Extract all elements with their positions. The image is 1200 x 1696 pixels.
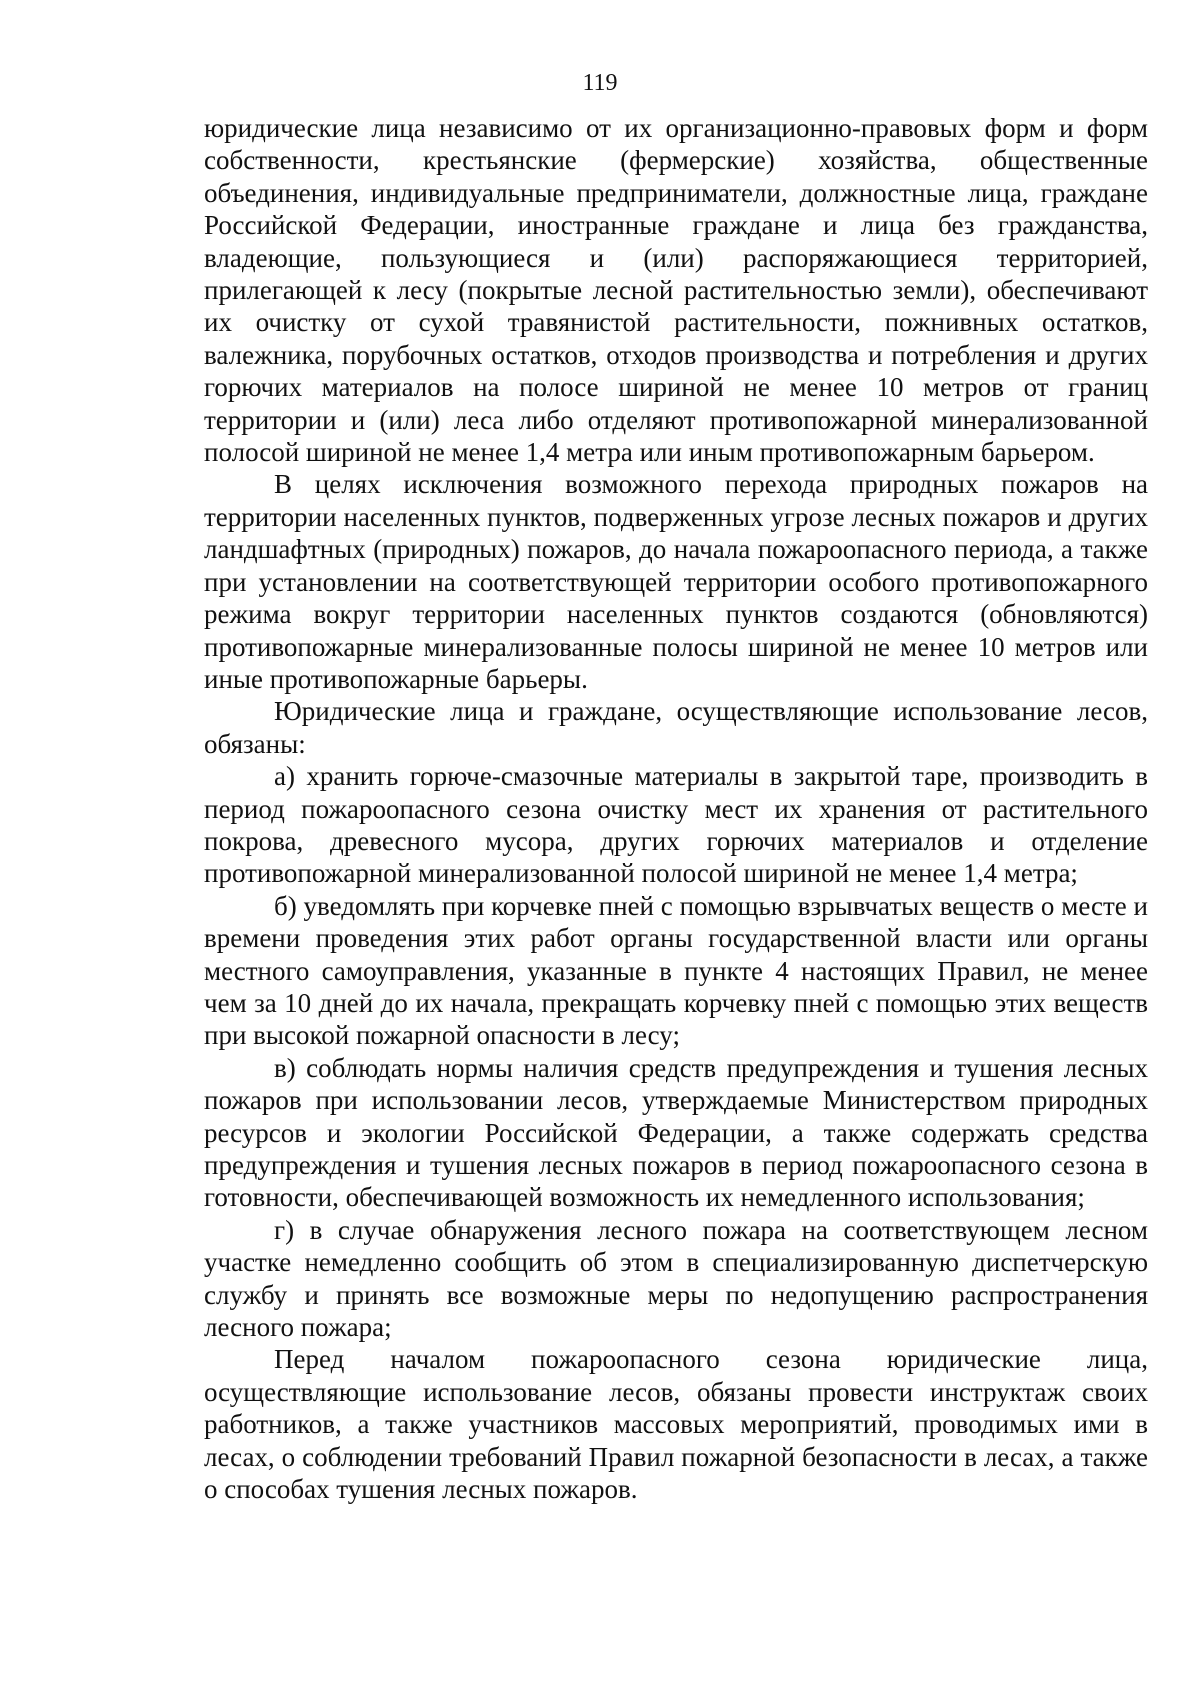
page-number: 119 <box>582 70 618 96</box>
list-item-b: б) уведомлять при корчевке пней с помощью взрывчатых веществ о месте и времени проведения этих работ органы государственной власти или органы местного самоуправления, указанные в пункте 4 настоящих Правил, не менее чем за 10 дней до их начала, прекращать корчевку пней с помощью этих веществ при высокой пожарной опасности в лесу; <box>204 890 1148 1051</box>
list-item-v: в) соблюдать нормы наличия средств предупреждения и тушения лесных пожаров при использовании лесов, утверждаемые Министерством природных ресурсов и экологии Российской Федерации, а также содержать средства предупреждения и тушения лесных пожаров в период пожароопасного сезона в готовности, обеспечивающей возможность их немедленного использования; <box>204 1052 1148 1213</box>
list-item-a: а) хранить горюче-смазочные материалы в закрытой таре, производить в период пожароопасного сезона очистку мест их хранения от растительного покрова, древесного мусора, других горючих материалов и отделение противопожарной минерализованной полосой шириной не менее 1,4 метра; <box>204 761 1148 889</box>
paragraph-forest-users-obliged: Юридические лица и граждане, осуществляющие использование лесов, обязаны: <box>204 696 1148 759</box>
list-item-g: г) в случае обнаружения лесного пожара на соответствующем лесном участке немедленно сообщить об этом в специализированную диспетчерскую службу и принять все возможные меры по недопущению распространения лесного пожара; <box>204 1214 1148 1343</box>
paragraph-firebreak-strips: В целях исключения возможного перехода природных пожаров на территории населенных пунктов, подверженных угрозе лесных пожаров и других ландшафтных (природных) пожаров, до начала пожароопасного периода, а также при установлении на соответствующей территории особого противопожарного режима вокруг территории населенных пунктов создаются (обновляются) противопожарные минерализованные полосы шириной не менее 10 метров или иные противопожарные барьеры. <box>204 469 1148 694</box>
paragraph-briefing: Перед началом пожароопасного сезона юридические лица, осуществляющие использование лесов, обязаны провести инструктаж своих работников, а также участников массовых мероприятий, проводимых ими в лесах, о соблюдении требований Правил пожарной безопасности в лесах, а также о способах тушения лесных пожаров. <box>204 1344 1148 1505</box>
document-body <box>204 112 1148 1505</box>
paragraph-landowner-obligations: юридические лица независимо от их организационно-правовых форм и форм собственности, крестьянские (фермерские) хозяйства, общественные объединения, индивидуальные предприниматели, должностные лица, граждане Российской Федерации, иностранные граждане и лица без гражданства, владеющие, пользующиеся и (или) распоряжающиеся территорией, прилегающей к лесу (покрытые лесной растительностью земли), обеспечивают их очистку от сухой травянистой растительности, пожнивных остатков, валежника, порубочных остатков, отходов производства и потребления и других горючих материалов на полосе шириной не менее 10 метров от границ территории и (или) леса либо отделяют противопожарной минерализованной полосой шириной не менее 1,4 метра или иным противопожарным барьером. <box>204 113 1148 468</box>
